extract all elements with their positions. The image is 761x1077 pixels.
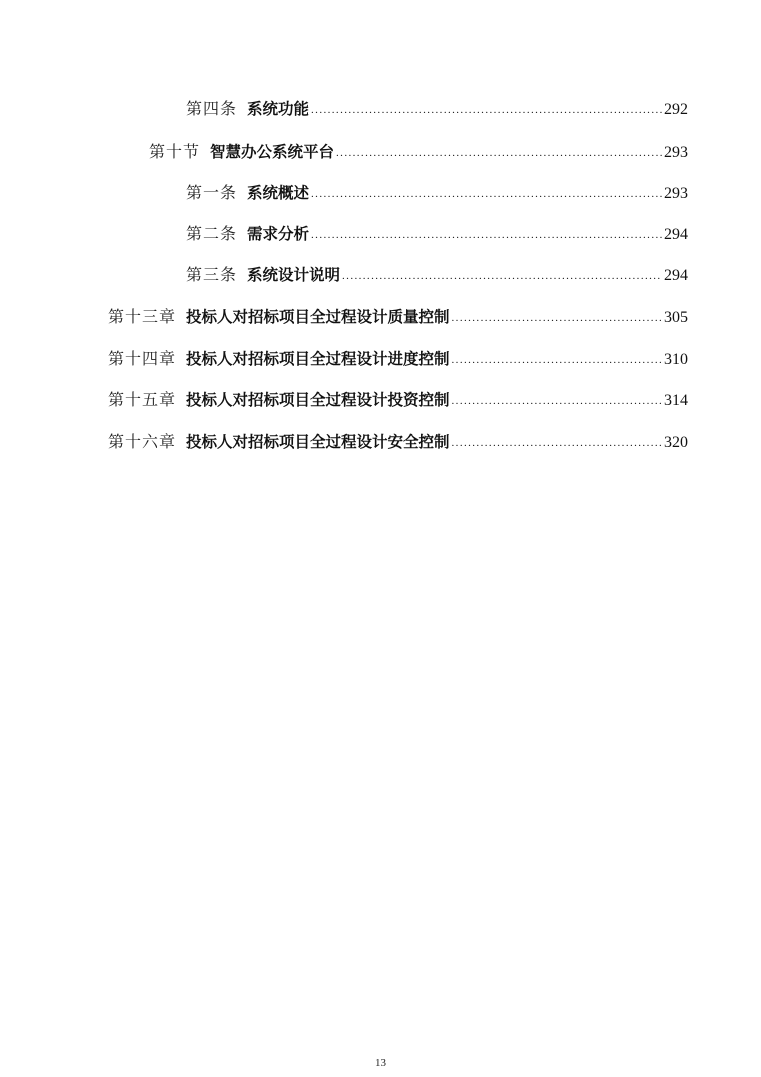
toc-entry-number: 第十六章 [108,432,177,451]
toc-entry-title: 系统设计说明 [247,266,341,284]
toc-entry-page: 294 [664,267,688,284]
toc-entry-page: 292 [664,101,688,118]
toc-entry-number: 第一条 [186,183,238,202]
toc-leader-dots [452,348,662,372]
toc-entry-number: 第十节 [149,142,201,161]
toc-entry-title: 需求分析 [247,225,310,243]
toc-entry-title: 投标人对招标项目全过程设计质量控制 [186,308,450,326]
toc-entry-article-4[interactable] [0,97,688,121]
toc-entry-article-2[interactable] [0,222,688,246]
toc-entry-chapter-14[interactable] [0,347,688,371]
toc-entry-chapter-15[interactable] [0,388,688,412]
toc-leader-dots [336,141,662,165]
toc-entry-page: 310 [664,351,688,368]
toc-leader-dots [452,306,662,330]
page-number: 13 [375,1057,386,1069]
toc-entry-title: 智慧办公系统平台 [210,143,335,161]
toc-entry-number: 第十三章 [108,307,177,326]
toc-entry-title: 投标人对招标项目全过程设计安全控制 [186,433,450,451]
toc-leader-dots [311,98,662,122]
toc-entry-page: 293 [664,144,688,161]
toc-entry-number: 第十四章 [108,349,177,368]
toc-leader-dots [311,223,662,247]
toc-entry-page: 293 [664,185,688,202]
toc-leader-dots [311,182,662,206]
toc-entry-page: 314 [664,392,688,409]
toc-entry-number: 第二条 [186,224,238,243]
toc-entry-title: 系统概述 [247,184,310,202]
toc-entry-page: 294 [664,226,688,243]
toc-entry-number: 第三条 [186,265,238,284]
toc-entry-title: 系统功能 [247,100,310,118]
toc-entry-article-1[interactable] [0,181,688,205]
toc-entry-chapter-13[interactable] [0,305,688,329]
toc-leader-dots [452,431,662,455]
toc-entry-page: 305 [664,309,688,326]
toc-entry-title: 投标人对招标项目全过程设计投资控制 [186,391,450,409]
toc-leader-dots [342,264,662,288]
toc-entry-page: 320 [664,434,688,451]
toc-entry-number: 第四条 [186,99,238,118]
toc-entry-chapter-16[interactable] [0,430,688,454]
toc-leader-dots [452,389,662,413]
toc-entry-title: 投标人对招标项目全过程设计进度控制 [186,350,450,368]
toc-entry-number: 第十五章 [108,390,177,409]
toc-entry-section-10[interactable] [0,140,688,164]
toc-entry-article-3[interactable] [0,263,688,287]
